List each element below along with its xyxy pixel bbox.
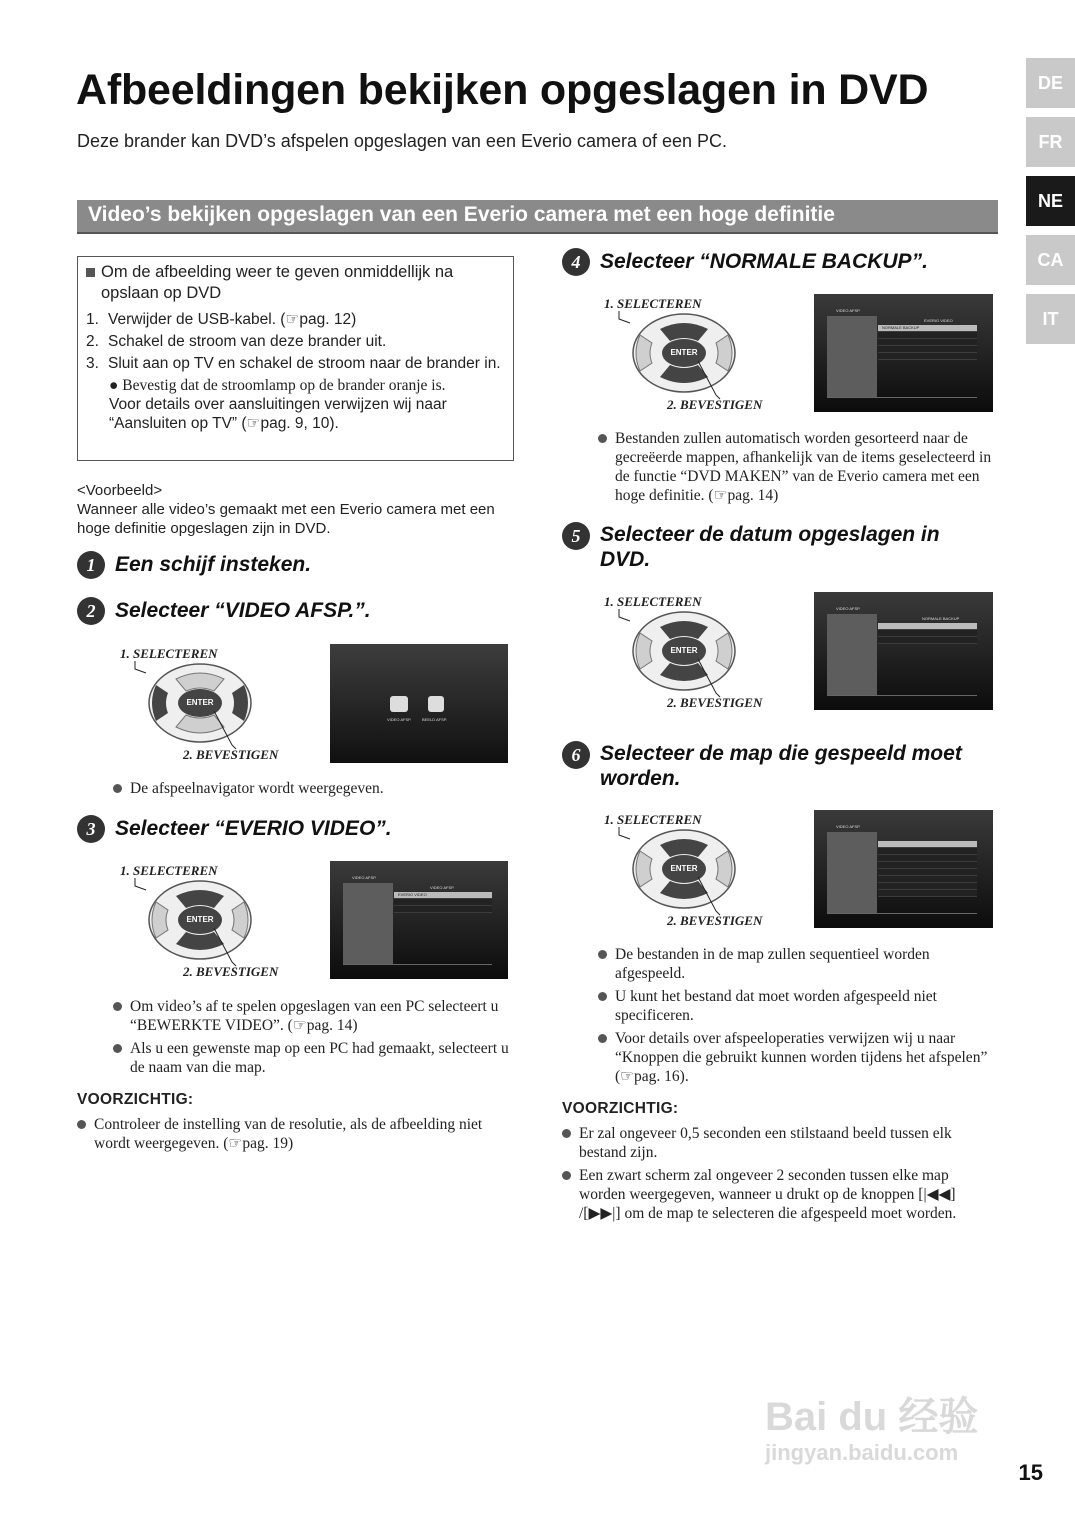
remote-confirm-label: 2. BEVESTIGEN bbox=[183, 964, 279, 979]
step-title: Selecteer de map die gespeeld moet worden. bbox=[600, 742, 962, 790]
step-4 bbox=[562, 248, 928, 276]
remote-illustration bbox=[118, 862, 308, 982]
step-number: 6 bbox=[562, 741, 590, 769]
table-row bbox=[878, 339, 977, 346]
photo-camera-icon bbox=[428, 696, 444, 712]
note-detail: Voor details over aansluitingen verwijzen wij naar “Aansluiten op TV” (☞pag. 9, 10). bbox=[109, 396, 447, 432]
list-item: De bestanden in de map zullen sequentieel worden afgespeeld. bbox=[598, 945, 998, 983]
remote-confirm-label: 2. BEVESTIGEN bbox=[667, 913, 763, 928]
note-box bbox=[77, 256, 514, 461]
remote-illustration bbox=[602, 295, 792, 415]
step-title: Selecteer “VIDEO AFSP.”. bbox=[115, 599, 371, 622]
table-row bbox=[394, 906, 492, 913]
table-row[interactable] bbox=[878, 623, 977, 630]
table-row bbox=[878, 869, 977, 876]
caution-heading: VOORZICHTIG: bbox=[562, 1100, 679, 1117]
step-number: 4 bbox=[562, 248, 590, 276]
enter-button[interactable]: ENTER bbox=[670, 864, 698, 873]
step-3 bbox=[77, 815, 392, 843]
remote-illustration bbox=[602, 593, 792, 713]
tv-screen-step5 bbox=[814, 592, 993, 710]
enter-button[interactable]: ENTER bbox=[670, 646, 698, 655]
example-label: <Voorbeeld> bbox=[77, 482, 163, 499]
step-2 bbox=[77, 597, 371, 625]
remote-illustration bbox=[602, 811, 792, 931]
example bbox=[77, 481, 517, 538]
list-item: 1. Verwijder de USB-kabel. (☞pag. 12) bbox=[86, 311, 357, 328]
caution-left bbox=[77, 1091, 517, 1153]
caution-right bbox=[562, 1100, 992, 1223]
screen-sidebar bbox=[343, 883, 393, 965]
table-row[interactable] bbox=[878, 841, 977, 848]
screen-header: VIDEO AFSP. bbox=[352, 875, 377, 880]
tv-screen-step4 bbox=[814, 294, 993, 412]
remote-select-label: 1. SELECTEREN bbox=[604, 296, 702, 311]
remote-select-label: 1. SELECTEREN bbox=[604, 812, 702, 827]
screen-crumb: NORMALE BACKUP bbox=[922, 616, 960, 621]
table-row bbox=[878, 883, 977, 890]
step-title: Selecteer “NORMALE BACKUP”. bbox=[600, 250, 928, 273]
step-6 bbox=[562, 741, 1002, 791]
table-row bbox=[878, 876, 977, 883]
note-steps bbox=[86, 310, 505, 373]
video-camera-icon bbox=[390, 696, 408, 712]
tv-screen-step2 bbox=[330, 644, 508, 763]
caution-heading: VOORZICHTIG: bbox=[77, 1091, 194, 1108]
watermark-brand: Bai du 经验 bbox=[765, 1395, 979, 1439]
remote-select-label: 1. SELECTEREN bbox=[120, 863, 218, 878]
step-number: 5 bbox=[562, 522, 590, 550]
table-row bbox=[878, 862, 977, 869]
remote-confirm-label: 2. BEVESTIGEN bbox=[667, 397, 763, 412]
page-number: 15 bbox=[1018, 1460, 1043, 1485]
example-text: Wanneer alle video’s gemaakt met een Everio camera met een hoge definitie opgeslagen zijn in DVD. bbox=[77, 501, 495, 537]
list-item: U kunt het bestand dat moet worden afgespeeld niet specificeren. bbox=[598, 987, 998, 1025]
list-item: 3. Sluit aan op TV en schakel de stroom naar de brander in. bbox=[86, 355, 501, 372]
screen-header: VIDEO AFSP. bbox=[836, 606, 861, 611]
screen-header: VIDEO AFSP. bbox=[836, 824, 861, 829]
table-row bbox=[878, 332, 977, 339]
screen-item: NORMALE BACKUP bbox=[882, 325, 920, 330]
list-item: Om video’s af te spelen opgeslagen van een PC selecteert u “BEWERKTE VIDEO”. (☞pag. 14) bbox=[113, 997, 513, 1035]
screen-crumb: VIDEO AFSP. bbox=[430, 885, 455, 890]
step-title: Selecteer “EVERIO VIDEO”. bbox=[115, 817, 392, 840]
lang-tab-it[interactable]: IT bbox=[1026, 294, 1075, 344]
step-1 bbox=[77, 551, 311, 579]
list-item: Voor details over afspeeloperaties verwijzen wij u naar “Knoppen die gebruikt kunnen worden tijdens het afspelen” (☞pag. 16). bbox=[598, 1029, 998, 1086]
step-title: Selecteer de datum opgeslagen in DVD. bbox=[600, 523, 940, 571]
step3-bullets bbox=[113, 997, 513, 1077]
table-row bbox=[878, 637, 977, 644]
list-item: De afspeelnavigator wordt weergegeven. bbox=[113, 779, 513, 798]
step-number: 3 bbox=[77, 815, 105, 843]
remote-confirm-label: 2. BEVESTIGEN bbox=[667, 695, 763, 710]
step-number: 2 bbox=[77, 597, 105, 625]
list-item: Controleer de instelling van de resolutie, als de afbeelding niet wordt weergegeven. (☞pag. 19) bbox=[77, 1115, 517, 1153]
screen-footer bbox=[827, 913, 977, 920]
lang-tab-ca[interactable]: CA bbox=[1026, 235, 1075, 285]
section-title: Video’s bekijken opgeslagen van een Everio camera met een hoge definitie bbox=[77, 200, 998, 234]
tv-screen-step3 bbox=[330, 861, 508, 979]
tv-screen-step6 bbox=[814, 810, 993, 928]
screen-sidebar bbox=[827, 316, 877, 398]
enter-button[interactable]: ENTER bbox=[186, 698, 214, 707]
screen-header: VIDEO AFSP. bbox=[836, 308, 861, 313]
screen-crumb: EVERIO VIDEO bbox=[924, 318, 953, 323]
list-item: Een zwart scherm zal ongeveer 2 seconden tussen elke map worden weergegeven, wanneer u drukt op de knoppen [|◀◀] /[▶▶|] om de map te selecteren die afgespeeld moet worden. bbox=[562, 1166, 992, 1223]
remote-confirm-label: 2. BEVESTIGEN bbox=[183, 747, 279, 762]
lang-tab-ne[interactable]: NE bbox=[1026, 176, 1075, 226]
table-row bbox=[878, 890, 977, 897]
screen-sidebar bbox=[827, 614, 877, 696]
table-row bbox=[878, 346, 977, 353]
photo-label: BEELD AFSP. bbox=[422, 717, 448, 722]
step-title: Een schijf insteken. bbox=[115, 553, 312, 576]
list-item: 2. Schakel de stroom van deze brander uit. bbox=[86, 333, 387, 350]
square-bullet-icon bbox=[86, 268, 95, 277]
table-row bbox=[878, 353, 977, 360]
screen-sidebar bbox=[827, 832, 877, 914]
screen-footer bbox=[827, 695, 977, 702]
step6-bullets bbox=[598, 945, 998, 1086]
page-subtitle: Deze brander kan DVD’s afspelen opgeslagen van een Everio camera of een PC. bbox=[77, 131, 728, 151]
table-row bbox=[878, 848, 977, 855]
note-bullet: ● Bevestig dat de stroomlamp op de brander oranje is. bbox=[109, 377, 446, 394]
screen-footer bbox=[343, 964, 492, 971]
list-item: Er zal ongeveer 0,5 seconden een stilstaand beeld tussen elk bestand zijn. bbox=[562, 1124, 992, 1162]
table-row bbox=[878, 630, 977, 637]
lang-tab-de[interactable]: DE bbox=[1026, 58, 1075, 108]
watermark-url: jingyan.baidu.com bbox=[765, 1440, 959, 1465]
enter-button[interactable]: ENTER bbox=[670, 348, 698, 357]
list-item: Als u een gewenste map op een PC had gemaakt, selecteert u de naam van die map. bbox=[113, 1039, 513, 1077]
remote-select-label: 1. SELECTEREN bbox=[120, 646, 218, 661]
step-number: 1 bbox=[77, 551, 105, 579]
screen-item: EVERIO VIDEO bbox=[398, 892, 427, 897]
lang-tab-fr[interactable]: FR bbox=[1026, 117, 1075, 167]
screen-footer bbox=[827, 397, 977, 404]
list-item: Bestanden zullen automatisch worden gesorteerd naar de gecreëerde mappen, afhankelijk van de items geselecteerd in de functie “DVD MAKEN” van de Everio camera met een hoge definitie. (☞pag. 14) bbox=[598, 429, 998, 505]
table-row bbox=[878, 855, 977, 862]
page-title: Afbeeldingen bekijken opgeslagen in DVD bbox=[76, 66, 929, 114]
remote-illustration bbox=[118, 645, 308, 765]
enter-button[interactable]: ENTER bbox=[186, 915, 214, 924]
table-row bbox=[394, 899, 492, 906]
note-heading: Om de afbeelding weer te geven onmiddellijk na opslaan op DVD bbox=[101, 263, 454, 302]
video-label: VIDEO AFSP. bbox=[387, 717, 412, 722]
step-5 bbox=[562, 522, 982, 572]
remote-select-label: 1. SELECTEREN bbox=[604, 594, 702, 609]
